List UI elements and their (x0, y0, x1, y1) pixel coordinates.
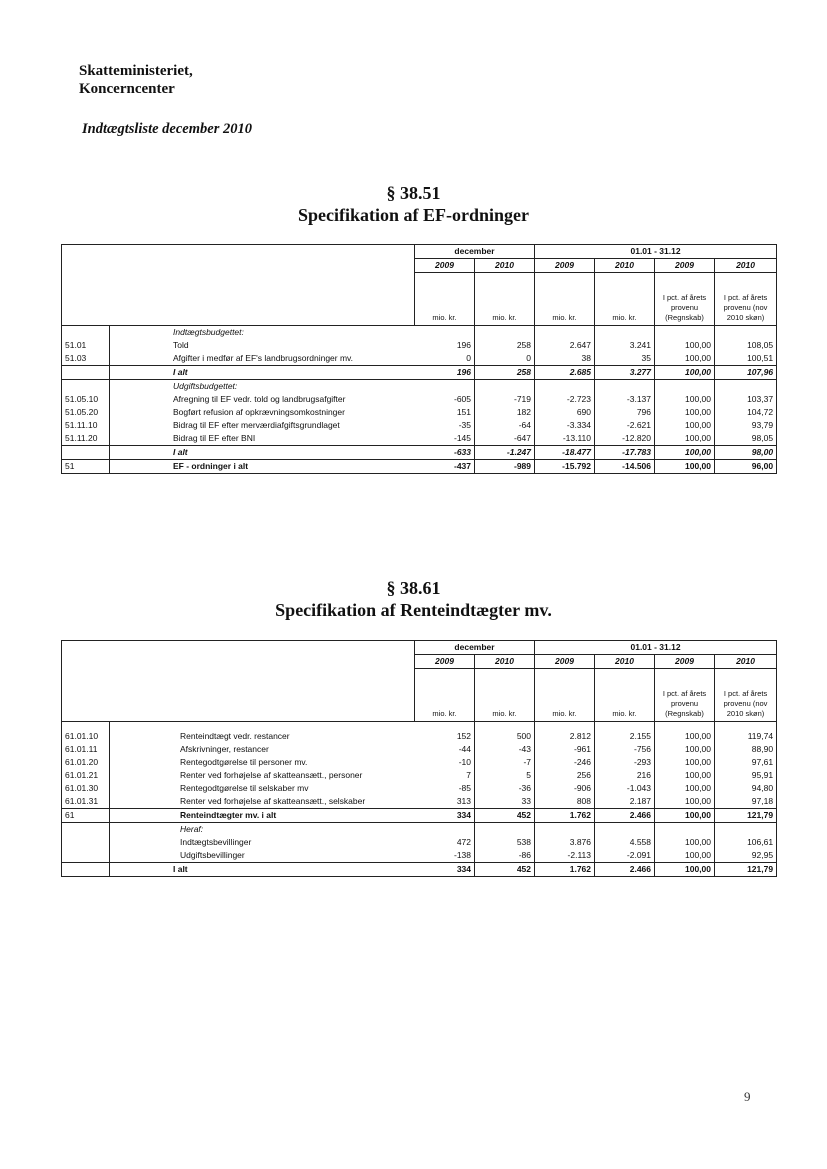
header-unit: mio. kr. (595, 669, 655, 722)
row-value: -1.247 (475, 446, 535, 460)
row-value: 100,00 (655, 782, 715, 795)
row-value: 182 (475, 406, 535, 419)
table-row (62, 366, 777, 380)
row-value: 690 (535, 406, 595, 419)
row-label: Udgiftsbevillinger (180, 850, 245, 860)
row-value: -2.621 (595, 419, 655, 432)
row-value: 334 (415, 809, 475, 823)
row-value: -719 (475, 393, 535, 406)
renteindtaegter-specification-table (61, 640, 777, 877)
row-value (655, 326, 715, 340)
header-group-period: 01.01 - 31.12 (535, 641, 777, 655)
table-row (62, 339, 777, 352)
header-blank (62, 245, 415, 326)
row-value: 121,79 (715, 863, 777, 877)
header-unit: mio. kr. (415, 669, 475, 722)
row-value: -12.820 (595, 432, 655, 446)
row-label: Renteindtægter mv. i alt (110, 809, 415, 823)
row-code (62, 849, 110, 863)
row-code (62, 446, 110, 460)
row-value: 100,00 (655, 849, 715, 863)
section-2-title: Specifikation af Renteindtægter mv. (275, 600, 552, 620)
row-value: -647 (475, 432, 535, 446)
row-value: 2.647 (535, 339, 595, 352)
row-value: -35 (415, 419, 475, 432)
row-label: Indtægtsbudgettet: (110, 326, 415, 340)
header-group-period: 01.01 - 31.12 (535, 245, 777, 259)
header-unit: mio. kr. (535, 273, 595, 326)
row-value: -44 (415, 743, 475, 756)
row-value: 97,61 (715, 756, 777, 769)
row-value: -756 (595, 743, 655, 756)
header-unit: mio. kr. (475, 669, 535, 722)
row-code: 61.01.21 (62, 769, 110, 782)
row-value: -633 (415, 446, 475, 460)
section-2-heading (0, 577, 827, 621)
row-value: 500 (475, 722, 535, 744)
row-value: 98,00 (715, 446, 777, 460)
row-value: 1.762 (535, 863, 595, 877)
header-group-row (62, 641, 777, 655)
table-row (62, 460, 777, 474)
row-value: 334 (415, 863, 475, 877)
row-value: 196 (415, 366, 475, 380)
row-value: 88,90 (715, 743, 777, 756)
row-value: 95,91 (715, 769, 777, 782)
header-unit: mio. kr. (535, 669, 595, 722)
row-value: 2.466 (595, 863, 655, 877)
row-value (595, 823, 655, 837)
row-value: -3.137 (595, 393, 655, 406)
row-value (595, 326, 655, 340)
row-code: 61.01.11 (62, 743, 110, 756)
row-value (415, 326, 475, 340)
table-row (62, 823, 777, 837)
row-value: 100,00 (655, 836, 715, 849)
table-row (62, 782, 777, 795)
row-value: 100,00 (655, 352, 715, 366)
header-year: 2010 (715, 259, 777, 273)
row-code: 51.05.20 (62, 406, 110, 419)
header-unit: I pct. af årets provenu (Regnskab) (655, 273, 715, 326)
table-row (62, 352, 777, 366)
row-code: 51.03 (62, 352, 110, 366)
org-line-1: Skatteministeriet, (79, 63, 193, 79)
table-row (62, 380, 777, 394)
document-subtitle: Indtægtsliste december 2010 (82, 121, 252, 137)
table-row (62, 769, 777, 782)
row-value: 796 (595, 406, 655, 419)
table-row (62, 795, 777, 809)
row-code: 51.11.10 (62, 419, 110, 432)
row-value: 106,61 (715, 836, 777, 849)
row-value: 119,74 (715, 722, 777, 744)
row-value: 100,00 (655, 460, 715, 474)
row-value: 2.685 (535, 366, 595, 380)
row-label: Bogført refusion af opkrævningsomkostninger (173, 407, 345, 417)
row-label: Afgifter i medfør af EF's landbrugsordninger mv. (173, 353, 354, 363)
header-unit: mio. kr. (475, 273, 535, 326)
row-label: Bidrag til EF efter BNI (173, 433, 256, 443)
row-value: -3.334 (535, 419, 595, 432)
row-value: -1.043 (595, 782, 655, 795)
row-value (535, 823, 595, 837)
row-value: -246 (535, 756, 595, 769)
header-year: 2009 (415, 655, 475, 669)
row-code: 51.05.10 (62, 393, 110, 406)
row-value: 472 (415, 836, 475, 849)
row-value: -605 (415, 393, 475, 406)
row-value: 2.466 (595, 809, 655, 823)
row-label: Renteindtægt vedr. restancer (110, 722, 415, 744)
row-value: 452 (475, 809, 535, 823)
table-row (62, 393, 777, 406)
row-label: I alt (110, 446, 415, 460)
ef-specification-table (61, 244, 777, 474)
row-label: Afregning til EF vedr. told og landbrugsafgifter (173, 394, 346, 404)
row-value: -989 (475, 460, 535, 474)
row-value: -17.783 (595, 446, 655, 460)
row-code: 61.01.10 (62, 722, 110, 744)
row-label: Rentegodtgørelse til selskaber mv (180, 783, 309, 793)
row-value: 808 (535, 795, 595, 809)
row-value: 100,00 (655, 795, 715, 809)
row-label: I alt (110, 366, 415, 380)
table-row (62, 406, 777, 419)
row-value: 100,00 (655, 446, 715, 460)
row-value: 5 (475, 769, 535, 782)
row-value: 121,79 (715, 809, 777, 823)
row-value: 100,00 (655, 432, 715, 446)
table-row (62, 743, 777, 756)
row-value (715, 823, 777, 837)
table-row (62, 863, 777, 877)
header-year: 2010 (595, 259, 655, 273)
row-value: 100,00 (655, 406, 715, 419)
row-value: 104,72 (715, 406, 777, 419)
row-value (655, 380, 715, 394)
row-value: -86 (475, 849, 535, 863)
row-value (475, 823, 535, 837)
row-value: -7 (475, 756, 535, 769)
row-label: Renter ved forhøjelse af skatteansætt., personer (180, 770, 363, 780)
row-value: 2.155 (595, 722, 655, 744)
row-value (535, 326, 595, 340)
header-year: 2010 (475, 259, 535, 273)
row-value: 538 (475, 836, 535, 849)
row-value: 0 (415, 352, 475, 366)
header-group-december: december (415, 245, 535, 259)
row-value (715, 380, 777, 394)
row-code (62, 823, 110, 837)
row-label: Indtægtsbevillinger (180, 837, 252, 847)
row-value: -36 (475, 782, 535, 795)
row-value: -961 (535, 743, 595, 756)
header-year: 2010 (715, 655, 777, 669)
table-row (62, 756, 777, 769)
row-value: -145 (415, 432, 475, 446)
row-value: -85 (415, 782, 475, 795)
row-code: 61.01.30 (62, 782, 110, 795)
row-value: 258 (475, 366, 535, 380)
row-value: -293 (595, 756, 655, 769)
row-value: -14.506 (595, 460, 655, 474)
row-label: Afskrivninger, restancer (180, 744, 269, 754)
row-value (655, 823, 715, 837)
row-value: 3.876 (535, 836, 595, 849)
row-code: 61 (62, 809, 110, 823)
row-value: 93,79 (715, 419, 777, 432)
row-value: 196 (415, 339, 475, 352)
row-value: -18.477 (535, 446, 595, 460)
row-value (415, 823, 475, 837)
header-group-row (62, 245, 777, 259)
row-label: Heraf: (110, 823, 415, 837)
section-2-number: § 38.61 (386, 578, 441, 598)
row-label: EF - ordninger i alt (110, 460, 415, 474)
row-value: 4.558 (595, 836, 655, 849)
row-value: 2.187 (595, 795, 655, 809)
table-row (62, 722, 777, 744)
row-value: 100,00 (655, 393, 715, 406)
header-year: 2009 (535, 655, 595, 669)
section-1-heading (0, 182, 827, 226)
table-row (62, 446, 777, 460)
row-value (595, 380, 655, 394)
header-group-december: december (415, 641, 535, 655)
row-code: 51.11.20 (62, 432, 110, 446)
row-value: -15.792 (535, 460, 595, 474)
row-value: 100,00 (655, 419, 715, 432)
organization-name (79, 62, 193, 98)
row-value: 100,00 (655, 769, 715, 782)
row-value (535, 380, 595, 394)
row-value: 452 (475, 863, 535, 877)
row-value: 103,37 (715, 393, 777, 406)
row-value: 313 (415, 795, 475, 809)
table-row (62, 432, 777, 446)
header-unit: I pct. af årets provenu (nov 2010 skøn) (715, 273, 777, 326)
row-value: -2.723 (535, 393, 595, 406)
row-code (62, 366, 110, 380)
row-value: 33 (475, 795, 535, 809)
row-value: 100,00 (655, 366, 715, 380)
row-code (62, 380, 110, 394)
org-line-2: Koncerncenter (79, 81, 175, 97)
header-unit: mio. kr. (415, 273, 475, 326)
header-year: 2009 (415, 259, 475, 273)
row-value (475, 326, 535, 340)
row-code (62, 863, 110, 877)
header-blank (62, 641, 415, 722)
row-value: 98,05 (715, 432, 777, 446)
row-label: I alt (110, 863, 415, 877)
row-value: 100,00 (655, 863, 715, 877)
table-row (62, 326, 777, 340)
row-value: 3.241 (595, 339, 655, 352)
header-unit: I pct. af årets provenu (Regnskab) (655, 669, 715, 722)
row-value: -64 (475, 419, 535, 432)
row-label: Rentegodtgørelse til personer mv. (180, 757, 308, 767)
row-value: -2.113 (535, 849, 595, 863)
row-value: 100,00 (655, 743, 715, 756)
row-value: 97,18 (715, 795, 777, 809)
header-year: 2009 (655, 655, 715, 669)
row-value: 100,00 (655, 722, 715, 744)
row-value: 38 (535, 352, 595, 366)
row-label: Renter ved forhøjelse af skatteansætt., selskaber (180, 796, 366, 806)
row-code: 51.01 (62, 339, 110, 352)
row-code: 61.01.31 (62, 795, 110, 809)
row-value: 94,80 (715, 782, 777, 795)
row-value (475, 380, 535, 394)
table-row (62, 849, 777, 863)
row-code (62, 326, 110, 340)
row-value: 256 (535, 769, 595, 782)
page-number: 9 (744, 1089, 751, 1104)
section-1-title: Specifikation af EF-ordninger (297, 205, 529, 225)
row-value: -43 (475, 743, 535, 756)
row-value: 0 (475, 352, 535, 366)
row-code: 61.01.20 (62, 756, 110, 769)
header-unit: I pct. af årets provenu (nov 2010 skøn) (715, 669, 777, 722)
row-value: -2.091 (595, 849, 655, 863)
row-value: 100,00 (655, 809, 715, 823)
row-value (715, 326, 777, 340)
row-value: 1.762 (535, 809, 595, 823)
row-value: 35 (595, 352, 655, 366)
header-year: 2009 (655, 259, 715, 273)
row-value: -906 (535, 782, 595, 795)
row-value: 216 (595, 769, 655, 782)
row-code (62, 836, 110, 849)
row-value: -10 (415, 756, 475, 769)
row-value: 151 (415, 406, 475, 419)
row-value: 3.277 (595, 366, 655, 380)
header-year: 2009 (535, 259, 595, 273)
row-value: 96,00 (715, 460, 777, 474)
row-value: 100,00 (655, 756, 715, 769)
row-value: -437 (415, 460, 475, 474)
row-value: -138 (415, 849, 475, 863)
row-value: 100,51 (715, 352, 777, 366)
row-value: 108,05 (715, 339, 777, 352)
header-year: 2010 (595, 655, 655, 669)
row-value: 92,95 (715, 849, 777, 863)
row-label: Told (173, 340, 189, 350)
row-value: 2.812 (535, 722, 595, 744)
row-value: -13.110 (535, 432, 595, 446)
table-row (62, 809, 777, 823)
row-value (415, 380, 475, 394)
header-unit: mio. kr. (595, 273, 655, 326)
row-value: 100,00 (655, 339, 715, 352)
table-row (62, 836, 777, 849)
row-code: 51 (62, 460, 110, 474)
row-label: Bidrag til EF efter merværdiafgiftsgrundlaget (173, 420, 340, 430)
row-value: 258 (475, 339, 535, 352)
row-value: 7 (415, 769, 475, 782)
row-value: 107,96 (715, 366, 777, 380)
header-year: 2010 (475, 655, 535, 669)
table-row (62, 419, 777, 432)
row-value: 152 (415, 722, 475, 744)
row-label: Udgiftsbudgettet: (110, 380, 415, 394)
section-1-number: § 38.51 (386, 183, 441, 203)
